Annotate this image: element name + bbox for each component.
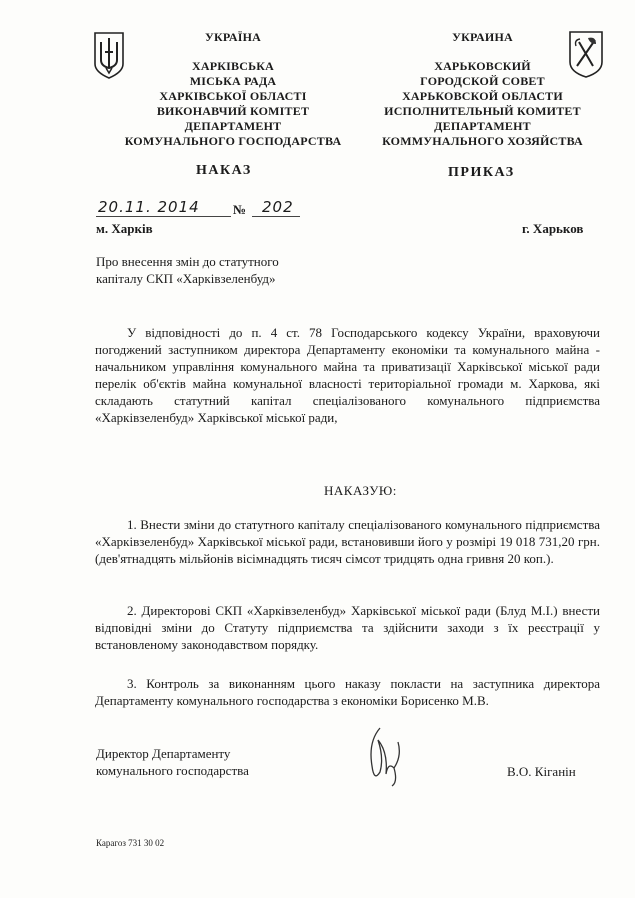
order-item: 1. Внести зміни до статутного капіталу спеціалізованого комунального підприємства «Харківзеленбуд» Харківської міської ради, встановивши його у розмірі 19 018 731,20 грн. (дев'ятнадцять мільйонів вісімнадцять тисяч сімсот тридцять одна гривня 20 коп.). [95,517,600,566]
header-ua-line: ВИКОНАВЧИЙ КОМІТЕТ [156,104,310,118]
header-ru-line: ДЕПАРТАМЕНТ [434,119,531,133]
subject-line: капіталу СКП «Харківзеленбуд» [96,271,276,286]
header-ru-line: КОММУНАЛЬНОГО ХОЗЯЙСТВА [382,134,583,148]
order-word-ru: ПРИКАЗ [448,165,515,180]
header-ua-line: ХАРКІВСЬКОЇ ОБЛАСТІ [159,89,307,103]
subject-line: Про внесення змін до статутного [96,254,279,269]
signature-title [96,745,249,779]
signature-title-line: Директор Департаменту [96,746,231,761]
header-ua-line: ХАРКІВСЬКА [191,59,274,73]
header-ua-line: ДЕПАРТАМЕНТ [184,119,282,133]
header-ru-line: ХАРЬКОВСКОЙ ОБЛАСТИ [402,89,563,103]
order-word-ua: НАКАЗ [196,163,252,178]
header-ru-country: УКРАИНА [452,30,513,44]
handwritten-signature [358,722,418,790]
number-label: № [233,202,247,217]
footer-note: Карагоз 731 30 02 [96,838,165,848]
header-ru-line: ИСПОЛНИТЕЛЬНЫЙ КОМИТЕТ [384,104,581,118]
header-ua-line: МІСЬКА РАДА [189,74,277,88]
date-handwritten: 20.11. 2014 [98,198,200,216]
header-ru [370,30,595,149]
date-underline [96,216,231,217]
city-ru: г. Харьков [522,221,584,236]
header-ru-line: ГОРОДСКОЙ СОВЕТ [420,74,545,88]
header-ua-country: УКРАЇНА [204,30,262,44]
city-ua: м. Харків [96,221,153,236]
order-heading: НАКАЗУЮ: [324,483,397,498]
subject [96,253,279,287]
signature-name: В.О. Кіганін [507,764,576,779]
header-ua-line: КОМУНАЛЬНОГО ГОСПОДАРСТВА [124,134,342,148]
number-underline [252,216,300,217]
number-handwritten: 202 [262,198,294,216]
order-item: 2. Директорові СКП «Харківзеленбуд» Харківської міської ради (Блуд М.І.) внести відповідні зміни до Статуту підприємства та здійснити заходи з їх реєстрації у встановленому законодавством порядку. [95,603,600,652]
signature-title-line: комунального господарства [96,763,249,778]
order-item: 3. Контроль за виконанням цього наказу покласти на заступника директора Департаменту комунального господарства з економіки Борисенко М.В. [95,676,600,708]
header-ua [108,30,358,149]
preamble: У відповідності до п. 4 ст. 78 Господарського кодексу України, враховуючи погоджений заступником директора Департаменту економіки та комунального майна - начальником управління комунального майна та приватизації Харківської міської ради перелік об'єктів майна комунальної власності територіальної громади м. Харкова, які складають статутний капітал спеціалізованого комунального підприємства «Харківзеленбуд» Харківської міської ради, [95,325,600,425]
header-ru-line: ХАРЬКОВСКИЙ [434,59,531,73]
